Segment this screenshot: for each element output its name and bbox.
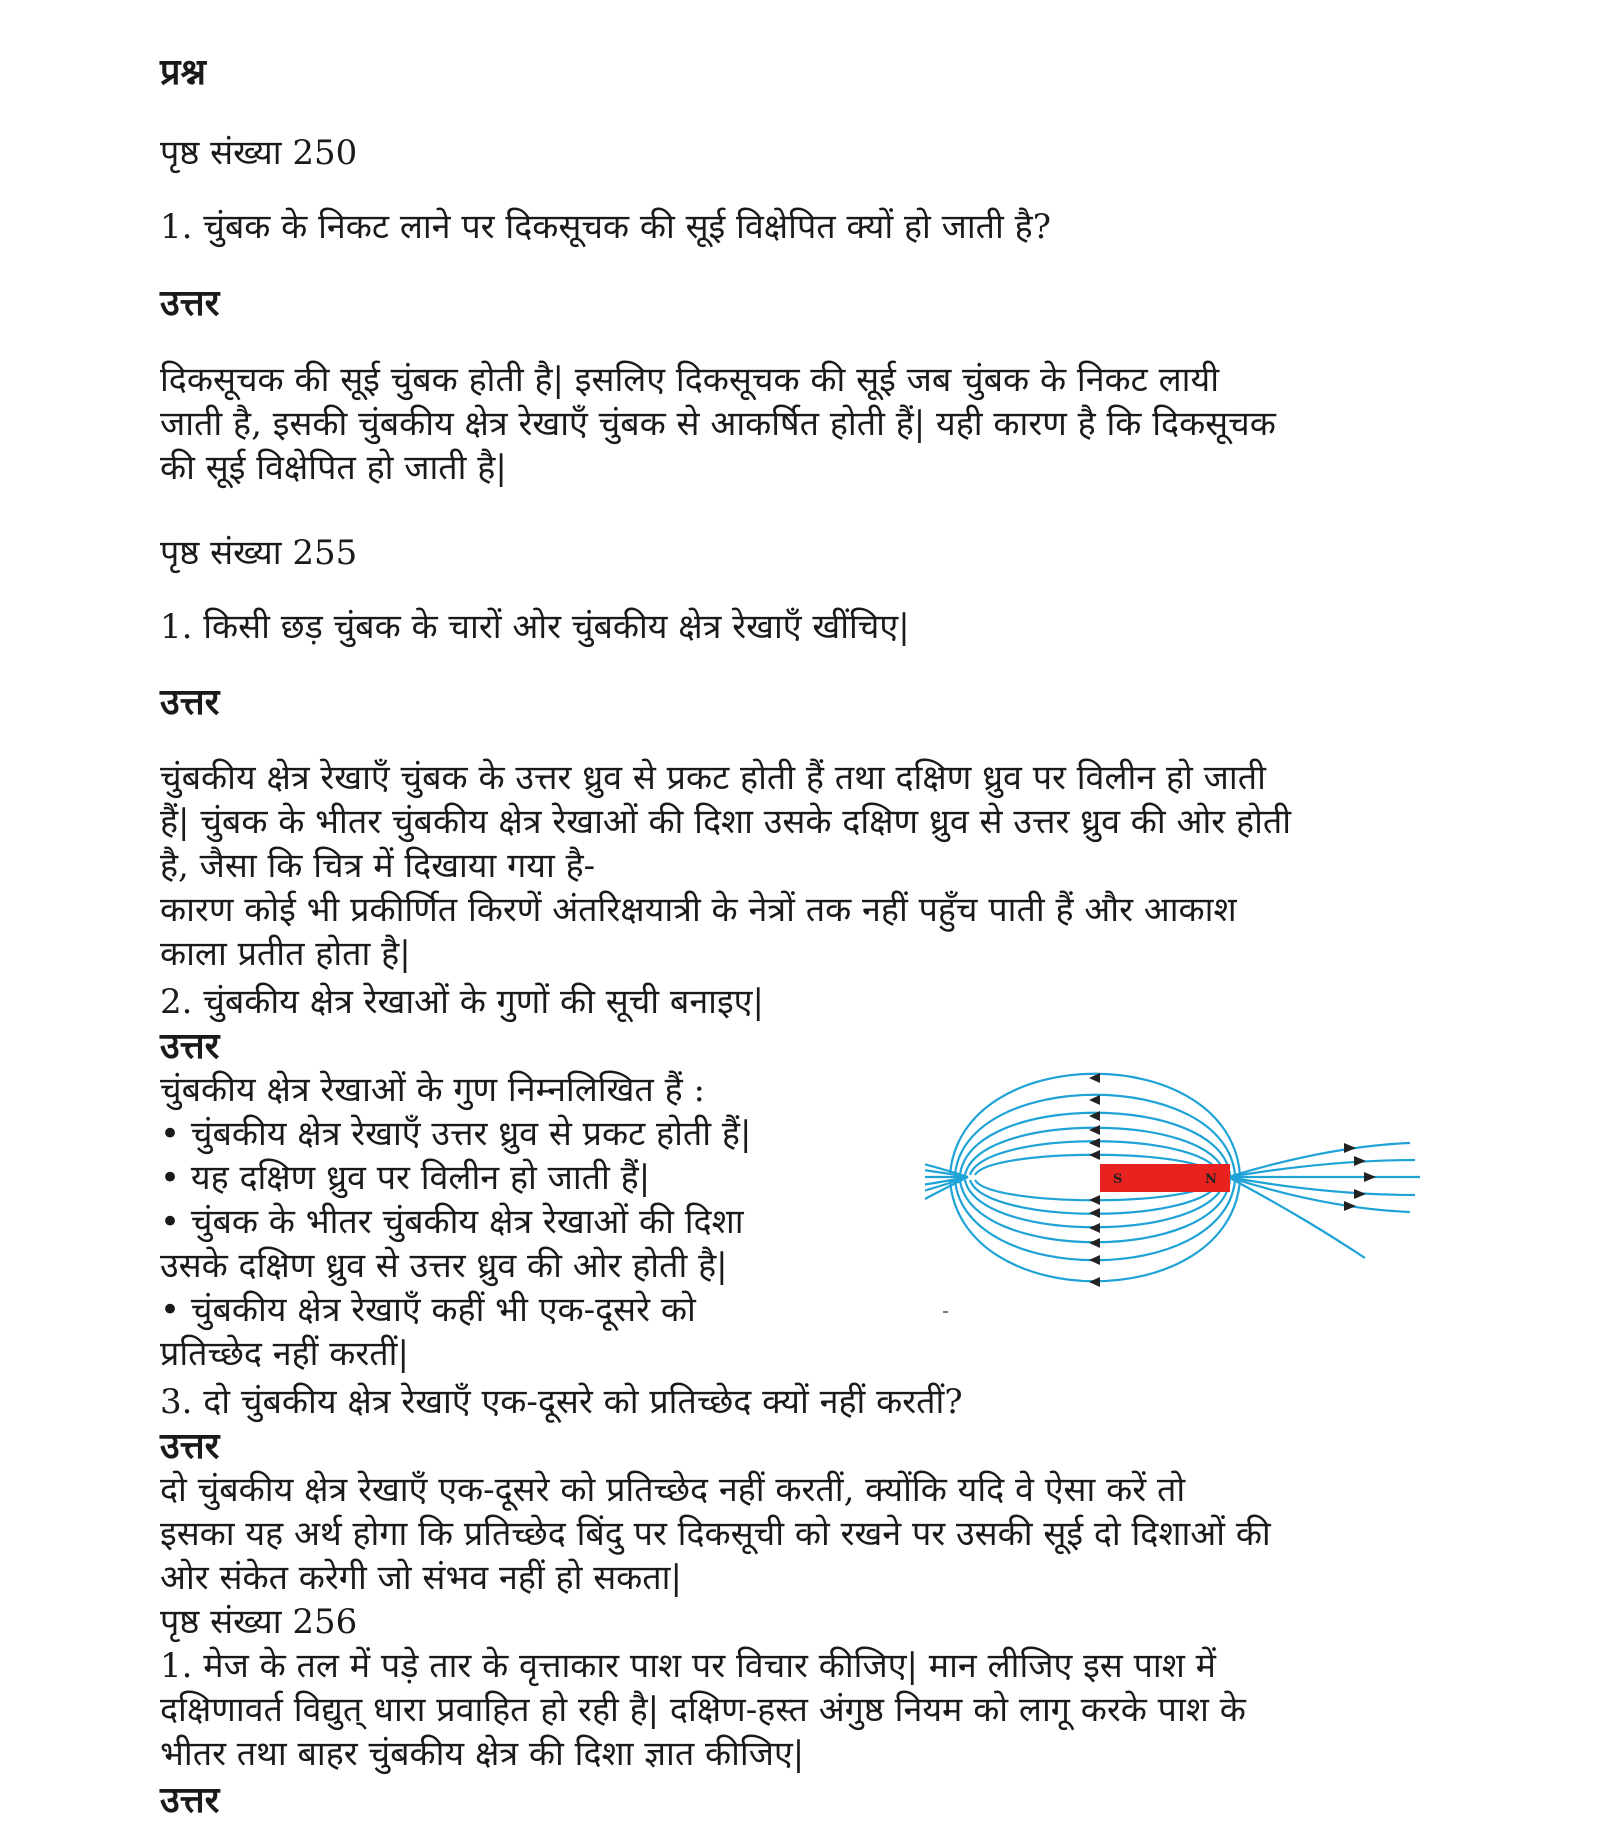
arrowhead bbox=[1089, 1255, 1100, 1265]
arrowhead bbox=[1089, 1150, 1100, 1160]
list-item: • चुंबकीय क्षेत्र रेखाएँ कहीं भी एक-दूसरे को bbox=[160, 1290, 696, 1330]
text-line: दिकसूचक की सूई चुंबक होती है| इसलिए दिकसूचक की सूई जब चुंबक के निकट लायी bbox=[160, 360, 1219, 400]
answer-label: उत्तर bbox=[160, 282, 220, 324]
answer-paragraph bbox=[160, 358, 1460, 490]
answer-label: उत्तर bbox=[160, 1025, 220, 1067]
text-line: उसके दक्षिण ध्रुव से उत्तर ध्रुव की ओर होती है| bbox=[160, 1246, 728, 1286]
text-line: है, जैसा कि चित्र में दिखाया गया है- bbox=[160, 846, 596, 886]
answer-label: उत्तर bbox=[160, 1779, 220, 1821]
answer-paragraph bbox=[160, 756, 1460, 976]
arrowhead bbox=[1344, 1201, 1356, 1211]
arrowhead bbox=[1089, 1277, 1100, 1287]
arrowhead bbox=[1089, 1125, 1100, 1135]
arrowhead bbox=[1089, 1223, 1100, 1233]
answer-label: उत्तर bbox=[160, 1425, 220, 1467]
text-line: दो चुंबकीय क्षेत्र रेखाएँ एक-दूसरे को प्रतिच्छेद नहीं करतीं, क्योंकि यदि वे ऐसा करें तो bbox=[160, 1470, 1186, 1510]
text-line: इसका यह अर्थ होगा कि प्रतिच्छेद बिंदु पर दिकसूची को रखने पर उसकी सूई दो दिशाओं की bbox=[160, 1514, 1271, 1554]
arrowhead bbox=[1344, 1143, 1356, 1153]
text-line: कारण कोई भी प्रकीर्णित किरणें अंतरिक्षयात्री के नेत्रों तक नहीं पहुँच पाती हैं और आकाश bbox=[160, 890, 1237, 930]
text-line: चुंबकीय क्षेत्र रेखाएँ चुंबक के उत्तर ध्रुव से प्रकट होती हैं तथा दक्षिण ध्रुव पर विलीन हो जाती bbox=[160, 758, 1266, 798]
bar-magnet-field-diagram bbox=[925, 1040, 1420, 1325]
arrowhead bbox=[1354, 1156, 1366, 1166]
list-item: • चुंबकीय क्षेत्र रेखाएँ उत्तर ध्रुव से प्रकट होती हैं| bbox=[160, 1114, 752, 1154]
text-line: हैं| चुंबक के भीतर चुंबकीय क्षेत्र रेखाओं की दिशा उसके दक्षिण ध्रुव से उत्तर ध्रुव की ओर होती bbox=[160, 802, 1292, 842]
text-line: दक्षिणावर्त विद्युत् धारा प्रवाहित हो रही है| दक्षिण-हस्त अंगुष्ठ नियम को लागू करके पाश के bbox=[160, 1690, 1246, 1730]
arrowhead bbox=[1089, 1208, 1100, 1218]
text-line: भीतर तथा बाहर चुंबकीय क्षेत्र की दिशा ज्ञात कीजिए| bbox=[160, 1734, 805, 1774]
text-line: 1. मेज के तल में पड़े तार के वृत्ताकार पाश पर विचार कीजिए| मान लीजिए इस पाश में bbox=[160, 1646, 1216, 1686]
question: 1. किसी छड़ चुंबक के चारों ओर चुंबकीय क्षेत्र रेखाएँ खींचिए| bbox=[160, 607, 910, 647]
arrowhead bbox=[1354, 1189, 1366, 1199]
text-line: चुंबकीय क्षेत्र रेखाओं के गुण निम्नलिखित हैं : bbox=[160, 1070, 705, 1110]
answer-label: उत्तर bbox=[160, 681, 220, 723]
text-line: ओर संकेत करेगी जो संभव नहीं हो सकता| bbox=[160, 1558, 682, 1598]
text-line: प्रतिच्छेद नहीं करतीं| bbox=[160, 1334, 409, 1374]
question: 1. चुंबक के निकट लाने पर दिकसूचक की सूई विक्षेपित क्यों हो जाती है? bbox=[160, 207, 1051, 247]
arrowhead bbox=[1089, 1138, 1100, 1148]
answer-paragraph bbox=[160, 1468, 1460, 1600]
north-pole-label: N bbox=[1205, 1172, 1217, 1187]
south-pole-label: S bbox=[1113, 1172, 1123, 1187]
text-line: काला प्रतीत होता है| bbox=[160, 934, 411, 974]
heading: प्रश्न bbox=[160, 51, 206, 93]
question: 2. चुंबकीय क्षेत्र रेखाओं के गुणों की सूची बनाइए| bbox=[160, 982, 764, 1022]
list-item: • यह दक्षिण ध्रुव पर विलीन हो जाती हैं| bbox=[160, 1158, 651, 1198]
list-item: • चुंबक के भीतर चुंबकीय क्षेत्र रेखाओं की दिशा bbox=[160, 1202, 744, 1242]
arrowhead bbox=[1089, 1095, 1100, 1105]
page-number-label: पृष्ठ संख्या 255 bbox=[160, 533, 358, 573]
properties-list bbox=[160, 1068, 880, 1376]
question-paragraph bbox=[160, 1644, 1460, 1776]
text-line: जाती है, इसकी चुंबकीय क्षेत्र रेखाएँ चुंबक से आकर्षित होती हैं| यही कारण है कि दिकसूचक bbox=[160, 404, 1276, 444]
page-number-label: पृष्ठ संख्या 256 bbox=[160, 1602, 358, 1642]
page-number-label: पृष्ठ संख्या 250 bbox=[160, 133, 358, 173]
field-line bbox=[950, 1074, 1240, 1175]
question: 3. दो चुंबकीय क्षेत्र रेखाएँ एक-दूसरे को प्रतिच्छेद क्यों नहीं करतीं? bbox=[160, 1382, 963, 1422]
arrowhead bbox=[1089, 1238, 1100, 1248]
field-line bbox=[1228, 1177, 1365, 1258]
arrowhead bbox=[1364, 1172, 1376, 1182]
text-line: की सूई विक्षेपित हो जाती है| bbox=[160, 448, 507, 488]
arrowhead bbox=[1089, 1195, 1100, 1205]
